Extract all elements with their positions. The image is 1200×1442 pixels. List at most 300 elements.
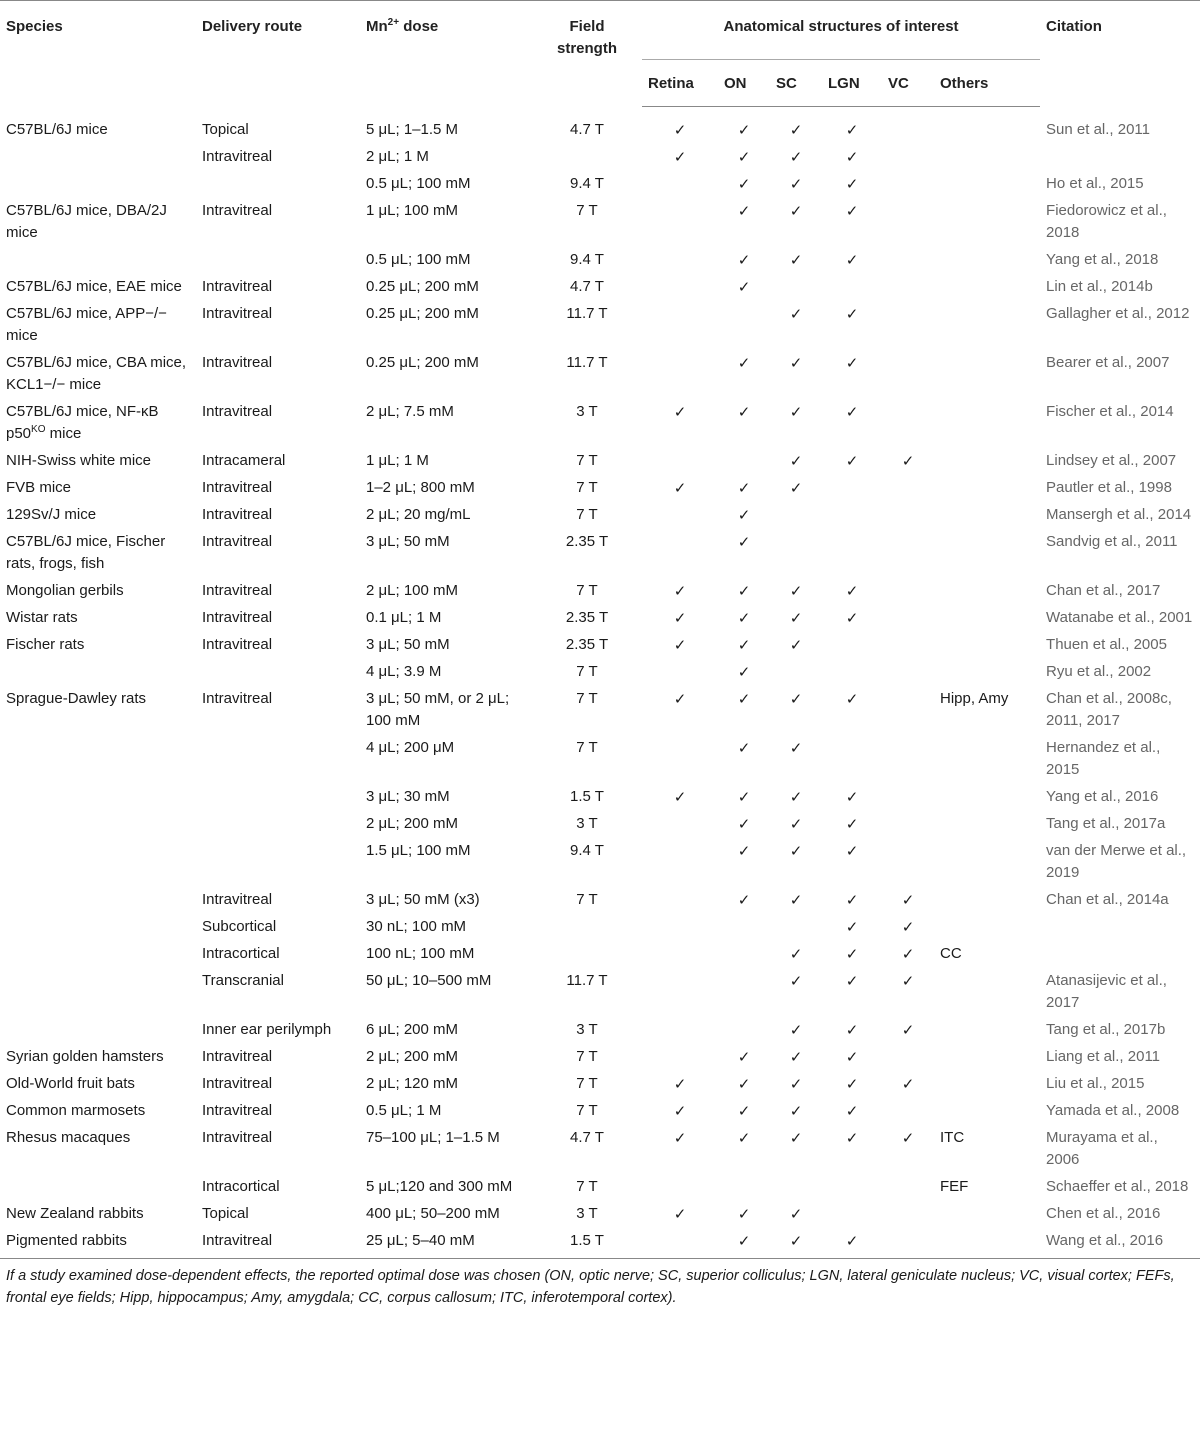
cell-species bbox=[0, 939, 196, 966]
cell-citation: Hernandez et al., 2015 bbox=[1046, 739, 1161, 778]
cell-route bbox=[196, 782, 360, 809]
cell-dose: 30 nL; 100 mM bbox=[366, 918, 467, 935]
check-retina bbox=[642, 1172, 718, 1199]
check-sc: ✓ bbox=[789, 121, 803, 139]
cell-dose: 5 μL;120 and 300 mM bbox=[366, 1178, 513, 1195]
cell-others bbox=[934, 809, 1040, 836]
check-lgn: ✓ bbox=[845, 148, 859, 166]
cell-species: FVB mice bbox=[6, 479, 72, 496]
cell-citation: Yang et al., 2016 bbox=[1046, 788, 1159, 805]
table-row bbox=[0, 630, 1200, 657]
cell-others bbox=[934, 733, 1040, 782]
check-on bbox=[718, 299, 770, 348]
cell-citation bbox=[1040, 912, 1200, 939]
table-row bbox=[0, 348, 1200, 397]
cell-route: Intravitreal bbox=[202, 305, 273, 322]
cell-species: Old-World fruit bats bbox=[6, 1075, 135, 1092]
cell-field-strength: 2.35 T bbox=[565, 636, 609, 653]
check-on: ✓ bbox=[718, 1226, 770, 1259]
cell-others bbox=[934, 299, 1040, 348]
header-others: Others bbox=[934, 60, 1040, 107]
cell-route: Inner ear perilymph bbox=[202, 1021, 332, 1038]
cell-route: Intravitreal bbox=[202, 1129, 273, 1146]
cell-species: Fischer rats bbox=[6, 636, 85, 653]
check-sc: ✓ bbox=[789, 815, 803, 833]
cell-dose: 0.5 μL; 1 M bbox=[366, 1102, 442, 1119]
cell-route: Intravitreal bbox=[202, 891, 273, 908]
check-lgn: ✓ bbox=[845, 175, 859, 193]
cell-route: Intravitreal bbox=[202, 202, 273, 219]
check-sc bbox=[770, 657, 822, 684]
check-vc bbox=[882, 809, 934, 836]
cell-species: Common marmosets bbox=[6, 1102, 146, 1119]
cell-others: ITC bbox=[940, 1129, 965, 1146]
check-vc bbox=[882, 1226, 934, 1259]
header-sc: SC bbox=[770, 60, 822, 107]
header-citation: Citation bbox=[1040, 1, 1200, 107]
header-on: ON bbox=[718, 60, 770, 107]
table-header bbox=[0, 1, 1200, 107]
cell-route: Topical bbox=[202, 1205, 249, 1222]
cell-citation: Fiedorowicz et al., 2018 bbox=[1046, 202, 1167, 241]
cell-species bbox=[0, 966, 196, 1015]
check-lgn: ✓ bbox=[845, 788, 859, 806]
cell-dose: 2 μL; 20 mg/mL bbox=[366, 506, 471, 523]
cell-citation: Tang et al., 2017b bbox=[1046, 1021, 1166, 1038]
check-vc: ✓ bbox=[901, 452, 915, 470]
check-on: ✓ bbox=[737, 636, 751, 654]
cell-species: C57BL/6J mice, NF-κB $p50^{KO}$ mice bbox=[6, 403, 159, 442]
check-vc: ✓ bbox=[901, 918, 915, 936]
check-lgn: ✓ bbox=[845, 354, 859, 372]
check-vc: ✓ bbox=[901, 1129, 915, 1147]
check-on: ✓ bbox=[737, 251, 751, 269]
cell-field-strength bbox=[532, 912, 642, 939]
cell-citation: Watanabe et al., 2001 bbox=[1046, 609, 1193, 626]
cell-route: Intravitreal bbox=[202, 479, 273, 496]
check-on: ✓ bbox=[737, 739, 751, 757]
cell-citation: Yang et al., 2018 bbox=[1046, 251, 1159, 268]
cell-route: Intracameral bbox=[202, 452, 286, 469]
cell-citation: Wang et al., 2016 bbox=[1040, 1226, 1200, 1259]
check-sc: ✓ bbox=[789, 251, 803, 269]
table-row bbox=[0, 733, 1200, 782]
check-retina: ✓ bbox=[673, 788, 687, 806]
cell-species bbox=[0, 1015, 196, 1042]
check-lgn: ✓ bbox=[845, 121, 859, 139]
check-sc: ✓ bbox=[789, 1048, 803, 1066]
cell-field-strength: 7 T bbox=[576, 452, 598, 469]
check-lgn bbox=[822, 1172, 882, 1199]
cell-citation: Tang et al., 2017a bbox=[1046, 815, 1166, 832]
check-retina: ✓ bbox=[673, 690, 687, 708]
cell-others bbox=[934, 912, 1040, 939]
cell-species: C57BL/6J mice, CBA mice, KCL1−/− mice bbox=[6, 354, 187, 393]
check-lgn: ✓ bbox=[845, 891, 859, 909]
cell-dose: 4 μL; 200 μM bbox=[366, 739, 455, 756]
cell-citation: Bearer et al., 2007 bbox=[1046, 354, 1170, 371]
check-on: ✓ bbox=[737, 1048, 751, 1066]
cell-others bbox=[934, 245, 1040, 272]
cell-dose: 0.25 μL; 200 mM bbox=[366, 278, 479, 295]
cell-field-strength: 11.7 T bbox=[566, 972, 608, 989]
table-row bbox=[0, 885, 1200, 912]
check-retina bbox=[642, 299, 718, 348]
cell-citation: Liu et al., 2015 bbox=[1046, 1075, 1145, 1092]
cell-citation: van der Merwe et al., 2019 bbox=[1046, 842, 1187, 881]
check-vc bbox=[882, 107, 934, 143]
check-on: ✓ bbox=[737, 842, 751, 860]
table-row bbox=[0, 527, 1200, 576]
cell-others bbox=[934, 397, 1040, 446]
cell-citation: Chan et al., 2014a bbox=[1046, 891, 1169, 908]
header-dose: $Mn^{2+}$ dose bbox=[360, 1, 532, 107]
cell-dose: 0.5 μL; 100 mM bbox=[366, 175, 471, 192]
check-sc: ✓ bbox=[789, 972, 803, 990]
check-sc bbox=[770, 272, 822, 299]
cell-citation: Mansergh et al., 2014 bbox=[1046, 506, 1192, 523]
check-lgn bbox=[822, 733, 882, 782]
cell-species: C57BL/6J mice bbox=[6, 120, 108, 138]
check-vc: ✓ bbox=[901, 972, 915, 990]
check-on: ✓ bbox=[737, 690, 751, 708]
cell-dose: 0.25 μL; 200 mM bbox=[366, 305, 479, 322]
cell-others bbox=[934, 1096, 1040, 1123]
check-vc bbox=[882, 657, 934, 684]
check-sc: ✓ bbox=[789, 354, 803, 372]
table-row bbox=[0, 245, 1200, 272]
cell-field-strength bbox=[532, 939, 642, 966]
cell-others bbox=[934, 348, 1040, 397]
check-lgn: ✓ bbox=[845, 305, 859, 323]
check-vc bbox=[882, 733, 934, 782]
cell-route: Intravitreal bbox=[202, 636, 273, 653]
check-on: ✓ bbox=[737, 663, 751, 681]
cell-field-strength: 7 T bbox=[576, 663, 598, 680]
cell-others bbox=[934, 603, 1040, 630]
check-vc bbox=[882, 527, 934, 576]
check-retina: ✓ bbox=[673, 1075, 687, 1093]
check-sc: ✓ bbox=[789, 403, 803, 421]
check-retina bbox=[642, 809, 718, 836]
check-lgn: ✓ bbox=[845, 609, 859, 627]
check-lgn: ✓ bbox=[845, 202, 859, 220]
cell-others bbox=[934, 1069, 1040, 1096]
check-on: ✓ bbox=[737, 148, 751, 166]
cell-species bbox=[0, 885, 196, 912]
cell-species bbox=[0, 809, 196, 836]
check-retina: ✓ bbox=[673, 609, 687, 627]
check-retina bbox=[642, 348, 718, 397]
check-lgn bbox=[822, 272, 882, 299]
check-retina: ✓ bbox=[673, 582, 687, 600]
check-lgn bbox=[822, 473, 882, 500]
cell-route: Intravitreal bbox=[202, 278, 273, 295]
check-lgn: ✓ bbox=[845, 690, 859, 708]
table-row bbox=[0, 1123, 1200, 1172]
cell-dose: 1.5 μL; 100 mM bbox=[366, 842, 471, 859]
cell-others bbox=[934, 446, 1040, 473]
table-row bbox=[0, 107, 1200, 143]
cell-route: Intravitreal bbox=[202, 148, 273, 165]
table-row bbox=[0, 603, 1200, 630]
cell-species: C57BL/6J mice, EAE mice bbox=[6, 278, 182, 295]
cell-species: Rhesus macaques bbox=[6, 1129, 131, 1146]
check-sc: ✓ bbox=[789, 1075, 803, 1093]
cell-citation: Chan et al., 2017 bbox=[1046, 582, 1161, 599]
cell-others bbox=[934, 657, 1040, 684]
check-vc bbox=[882, 1042, 934, 1069]
check-lgn: ✓ bbox=[845, 1129, 859, 1147]
cell-field-strength: 3 T bbox=[576, 815, 598, 832]
check-retina bbox=[642, 245, 718, 272]
cell-dose: 0.25 μL; 200 mM bbox=[366, 354, 479, 371]
check-sc bbox=[770, 1172, 822, 1199]
cell-route: Transcranial bbox=[202, 972, 284, 989]
table-row bbox=[0, 1069, 1200, 1096]
cell-citation: Sun et al., 2011 bbox=[1046, 120, 1150, 138]
check-on bbox=[718, 446, 770, 473]
cell-dose: 25 μL; 5–40 mM bbox=[360, 1226, 532, 1259]
cell-species: Mongolian gerbils bbox=[6, 582, 124, 599]
cell-dose: 50 μL; 10–500 mM bbox=[366, 972, 492, 989]
check-sc: ✓ bbox=[789, 479, 803, 497]
header-lgn: LGN bbox=[822, 60, 882, 107]
check-sc: ✓ bbox=[789, 636, 803, 654]
table-row bbox=[0, 782, 1200, 809]
check-on: ✓ bbox=[737, 403, 751, 421]
check-vc bbox=[882, 782, 934, 809]
check-retina bbox=[642, 500, 718, 527]
check-vc bbox=[882, 1199, 934, 1226]
check-retina bbox=[642, 733, 718, 782]
check-lgn: ✓ bbox=[845, 1102, 859, 1120]
table-row bbox=[0, 939, 1200, 966]
cell-species bbox=[0, 912, 196, 939]
cell-dose: 2 μL; 7.5 mM bbox=[366, 403, 454, 420]
cell-citation: Chen et al., 2016 bbox=[1046, 1205, 1161, 1222]
table-row bbox=[0, 272, 1200, 299]
cell-field-strength: 9.4 T bbox=[570, 842, 604, 859]
check-lgn: ✓ bbox=[845, 815, 859, 833]
cell-field-strength: 7 T bbox=[576, 582, 598, 599]
check-vc bbox=[882, 1172, 934, 1199]
check-retina bbox=[642, 939, 718, 966]
check-retina bbox=[642, 912, 718, 939]
check-vc bbox=[882, 272, 934, 299]
check-on: ✓ bbox=[737, 202, 751, 220]
cell-others bbox=[934, 196, 1040, 245]
check-on bbox=[718, 1172, 770, 1199]
cell-species bbox=[0, 142, 196, 169]
check-sc: ✓ bbox=[789, 945, 803, 963]
check-lgn: ✓ bbox=[845, 403, 859, 421]
cell-others bbox=[934, 576, 1040, 603]
cell-species: Pigmented rabbits bbox=[0, 1226, 196, 1259]
cell-others bbox=[934, 1015, 1040, 1042]
check-on bbox=[718, 1015, 770, 1042]
cell-route: Intravitreal bbox=[202, 354, 273, 371]
cell-species bbox=[0, 836, 196, 885]
check-vc bbox=[882, 169, 934, 196]
check-retina: ✓ bbox=[673, 636, 687, 654]
cell-route: Intravitreal bbox=[202, 533, 273, 550]
check-on bbox=[718, 966, 770, 1015]
cell-route bbox=[196, 169, 360, 196]
cell-field-strength: 2.35 T bbox=[565, 609, 609, 626]
check-vc bbox=[882, 684, 934, 733]
check-on: ✓ bbox=[737, 1075, 751, 1093]
check-retina bbox=[642, 272, 718, 299]
cell-field-strength: 11.7 T bbox=[566, 354, 608, 371]
cell-field-strength: 7 T bbox=[576, 690, 598, 707]
table-row bbox=[0, 1172, 1200, 1199]
cell-species bbox=[0, 657, 196, 684]
cell-dose: 1–2 μL; 800 mM bbox=[366, 479, 475, 496]
check-vc: ✓ bbox=[901, 1075, 915, 1093]
check-vc: ✓ bbox=[901, 891, 915, 909]
cell-route: Intravitreal bbox=[202, 609, 273, 626]
check-sc: ✓ bbox=[789, 788, 803, 806]
check-lgn: ✓ bbox=[845, 1075, 859, 1093]
cell-citation: Liang et al., 2011 bbox=[1046, 1048, 1161, 1065]
check-retina: ✓ bbox=[673, 148, 687, 166]
header-route: Delivery route bbox=[196, 1, 360, 107]
header-species: Species bbox=[0, 1, 196, 107]
check-lgn bbox=[822, 630, 882, 657]
cell-dose: 400 μL; 50–200 mM bbox=[366, 1205, 500, 1222]
cell-others bbox=[934, 527, 1040, 576]
check-retina bbox=[642, 1042, 718, 1069]
cell-dose: 100 nL; 100 mM bbox=[366, 945, 475, 962]
cell-citation: Gallagher et al., 2012 bbox=[1046, 305, 1190, 322]
check-lgn bbox=[822, 657, 882, 684]
check-on: ✓ bbox=[737, 506, 751, 524]
table-body bbox=[0, 107, 1200, 1259]
cell-dose: 2 μL; 200 mM bbox=[366, 815, 459, 832]
cell-field-strength: 3 T bbox=[576, 1205, 598, 1222]
check-sc: ✓ bbox=[789, 690, 803, 708]
cell-route: Intravitreal bbox=[202, 1075, 273, 1092]
cell-species bbox=[0, 782, 196, 809]
cell-citation: Lindsey et al., 2007 bbox=[1046, 452, 1177, 469]
check-on: ✓ bbox=[737, 121, 751, 139]
cell-dose: 5 μL; 1–1.5 M bbox=[366, 120, 459, 138]
check-vc bbox=[882, 348, 934, 397]
table-row bbox=[0, 836, 1200, 885]
cell-dose: 6 μL; 200 mM bbox=[366, 1021, 459, 1038]
check-retina bbox=[642, 657, 718, 684]
check-lgn: ✓ bbox=[845, 452, 859, 470]
cell-dose: 3 μL; 50 mM, or 2 μL; 100 mM bbox=[366, 690, 510, 729]
check-sc: ✓ bbox=[789, 609, 803, 627]
table-footnote: If a study examined dose-dependent effects, the reported optimal dose was chosen (ON, optic nerve; SC, superior colliculus; LGN, lateral geniculate nucleus; VC, visual cortex; FEFs, frontal eye fields; Hipp, hippocampus; Amy, amygdala; CC, corpus callosum; ITC, inferotemporal cortex). bbox=[6, 1268, 1175, 1306]
cell-others bbox=[934, 966, 1040, 1015]
check-sc: ✓ bbox=[789, 1021, 803, 1039]
check-lgn: ✓ bbox=[845, 972, 859, 990]
header-retina: Retina bbox=[642, 60, 718, 107]
table-row bbox=[0, 912, 1200, 939]
table-row bbox=[0, 1042, 1200, 1069]
table-row bbox=[0, 657, 1200, 684]
check-sc: ✓ bbox=[789, 148, 803, 166]
cell-species: C57BL/6J mice, APP−/− mice bbox=[6, 305, 167, 344]
cell-route: Intravitreal bbox=[202, 506, 273, 523]
header-anatomical-group: Anatomical structures of interest bbox=[642, 1, 1040, 60]
cell-field-strength: 9.4 T bbox=[570, 175, 604, 192]
cell-species bbox=[0, 245, 196, 272]
cell-route: Intravitreal bbox=[202, 1102, 273, 1119]
check-retina bbox=[642, 966, 718, 1015]
check-retina bbox=[642, 446, 718, 473]
cell-others bbox=[934, 1199, 1040, 1226]
check-sc: ✓ bbox=[789, 1102, 803, 1120]
cell-citation: Chan et al., 2008c, 2011, 2017 bbox=[1046, 690, 1172, 729]
cell-others bbox=[934, 1226, 1040, 1259]
check-sc: ✓ bbox=[789, 305, 803, 323]
cell-field-strength: 11.7 T bbox=[566, 305, 608, 322]
check-sc: ✓ bbox=[770, 1226, 822, 1259]
cell-others: FEF bbox=[940, 1178, 969, 1195]
check-retina bbox=[642, 527, 718, 576]
cell-dose: 3 μL; 50 mM bbox=[366, 533, 450, 550]
cell-citation: Ryu et al., 2002 bbox=[1046, 663, 1152, 680]
cell-others bbox=[934, 885, 1040, 912]
cell-species bbox=[0, 1172, 196, 1199]
check-on: ✓ bbox=[737, 1205, 751, 1223]
cell-dose: 0.1 μL; 1 M bbox=[366, 609, 442, 626]
cell-route: Intravitreal bbox=[202, 1048, 273, 1065]
cell-others bbox=[934, 836, 1040, 885]
header-vc: VC bbox=[882, 60, 934, 107]
check-vc bbox=[882, 245, 934, 272]
check-on: ✓ bbox=[737, 175, 751, 193]
check-vc bbox=[882, 397, 934, 446]
check-vc bbox=[882, 500, 934, 527]
cell-species bbox=[0, 733, 196, 782]
check-vc bbox=[882, 142, 934, 169]
cell-dose: 1 μL; 1 M bbox=[366, 452, 429, 469]
cell-dose: 1 μL; 100 mM bbox=[366, 202, 459, 219]
table-row bbox=[0, 473, 1200, 500]
cell-route: Intravitreal bbox=[202, 582, 273, 599]
cell-route: Intravitreal bbox=[196, 1226, 360, 1259]
check-on bbox=[718, 939, 770, 966]
cell-others bbox=[934, 107, 1040, 143]
cell-route bbox=[196, 245, 360, 272]
check-sc bbox=[770, 527, 822, 576]
cell-citation: Schaeffer et al., 2018 bbox=[1046, 1178, 1189, 1195]
check-vc: ✓ bbox=[901, 1021, 915, 1039]
check-sc: ✓ bbox=[789, 175, 803, 193]
cell-species: NIH-Swiss white mice bbox=[6, 452, 152, 469]
cell-route: Intravitreal bbox=[202, 403, 273, 420]
check-retina bbox=[642, 1226, 718, 1259]
cell-field-strength: 7 T bbox=[576, 739, 598, 756]
check-vc bbox=[882, 836, 934, 885]
check-sc bbox=[770, 500, 822, 527]
check-retina: ✓ bbox=[673, 1129, 687, 1147]
check-lgn: ✓ bbox=[845, 1048, 859, 1066]
cell-citation bbox=[1040, 142, 1200, 169]
cell-dose: 3 μL; 50 mM bbox=[366, 636, 450, 653]
cell-field-strength: 1.5 T bbox=[532, 1226, 642, 1259]
cell-species: 129Sv/J mice bbox=[6, 506, 97, 523]
check-sc: ✓ bbox=[789, 582, 803, 600]
check-vc bbox=[882, 630, 934, 657]
cell-dose: 4 μL; 3.9 M bbox=[366, 663, 442, 680]
cell-field-strength: 7 T bbox=[576, 1048, 598, 1065]
